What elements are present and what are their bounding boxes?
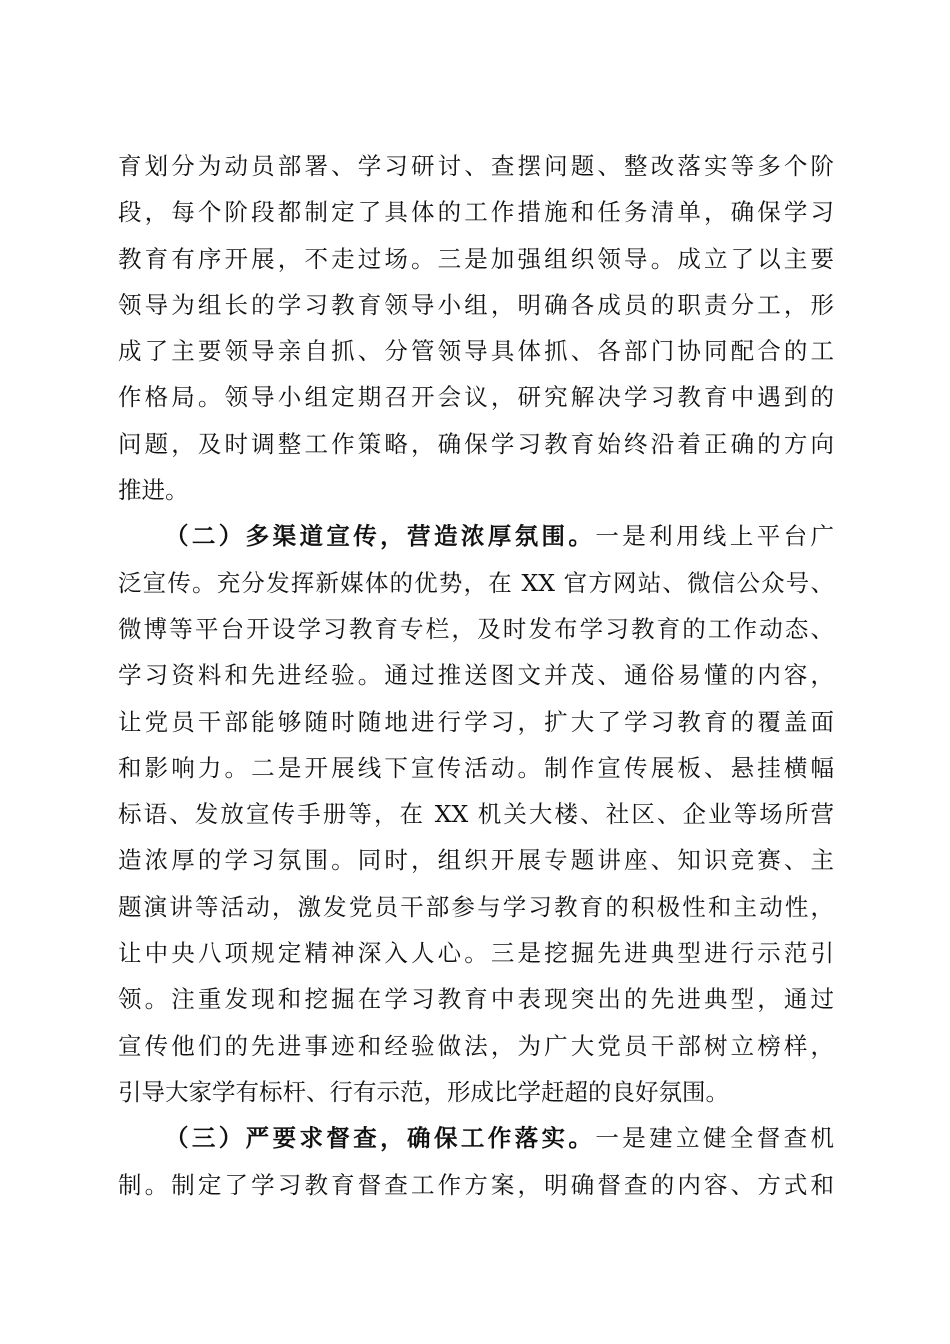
text-line: 推进。 — [118, 476, 189, 505]
text-line: 教育有序开展，不走过场。三是加强组织领导。成立了以主要 — [118, 244, 834, 273]
text-line: 题演讲等活动，激发党员干部参与学习教育的积极性和主动性， — [118, 892, 834, 921]
text-line: 制。制定了学习教育督查工作方案，明确督查的内容、方式和 — [118, 1170, 834, 1199]
text-line: 成了主要领导亲自抓、分管领导具体抓、各部门协同配合的工 — [118, 337, 834, 366]
text-line: 泛宣传。充分发挥新媒体的优势，在 XX 官方网站、微信公众号、 — [118, 568, 834, 597]
text-line: 问题，及时调整工作策略，确保学习教育始终沿着正确的方向 — [118, 429, 834, 458]
text-line: 造浓厚的学习氛围。同时，组织开展专题讲座、知识竞赛、主 — [118, 846, 834, 875]
text-line: 领。注重发现和挖掘在学习教育中表现突出的先进典型，通过 — [118, 985, 834, 1014]
text-line: 段，每个阶段都制定了具体的工作措施和任务清单，确保学习 — [118, 198, 834, 227]
section-heading: （二）多渠道宣传，营造浓厚氛围。 — [165, 522, 596, 551]
text-line: 微博等平台开设学习教育专栏，及时发布学习教育的工作动态、 — [118, 614, 834, 643]
heading-line-rest: 一是建立健全督查机 — [595, 1124, 835, 1153]
text-line: 让中央八项规定精神深入人心。三是挖掘先进典型进行示范引 — [118, 939, 834, 968]
paragraph-organization — [118, 143, 834, 513]
paragraph-publicity — [118, 513, 834, 1115]
text-line: 领导为组长的学习教育领导小组，明确各成员的职责分工，形 — [118, 290, 834, 319]
text-line: 育划分为动员部署、学习研讨、查摆问题、整改落实等多个阶 — [118, 152, 834, 180]
paragraph-supervision — [118, 1115, 834, 1208]
text-line — [118, 1115, 834, 1161]
text-line: 引导大家学有标杆、行有示范，形成比学赶超的良好氛围。 — [118, 1077, 729, 1106]
text-line: 作格局。领导小组定期召开会议，研究解决学习教育中遇到的 — [118, 383, 834, 412]
text-line — [118, 513, 834, 559]
text-line: 标语、发放宣传手册等，在 XX 机关大楼、社区、企业等场所营 — [118, 800, 834, 829]
text-line: 和影响力。二是开展线下宣传活动。制作宣传展板、悬挂横幅 — [118, 753, 834, 782]
document-body — [118, 143, 834, 1208]
text-line: 学习资料和先进经验。通过推送图文并茂、通俗易懂的内容， — [118, 661, 834, 690]
heading-line-rest: 一是利用线上平台广 — [595, 522, 835, 551]
text-line: 让党员干部能够随时随地进行学习，扩大了学习教育的覆盖面 — [118, 707, 834, 736]
section-heading: （三）严要求督查，确保工作落实。 — [165, 1124, 596, 1153]
text-line: 宣传他们的先进事迹和经验做法，为广大党员干部树立榜样， — [118, 1031, 834, 1060]
